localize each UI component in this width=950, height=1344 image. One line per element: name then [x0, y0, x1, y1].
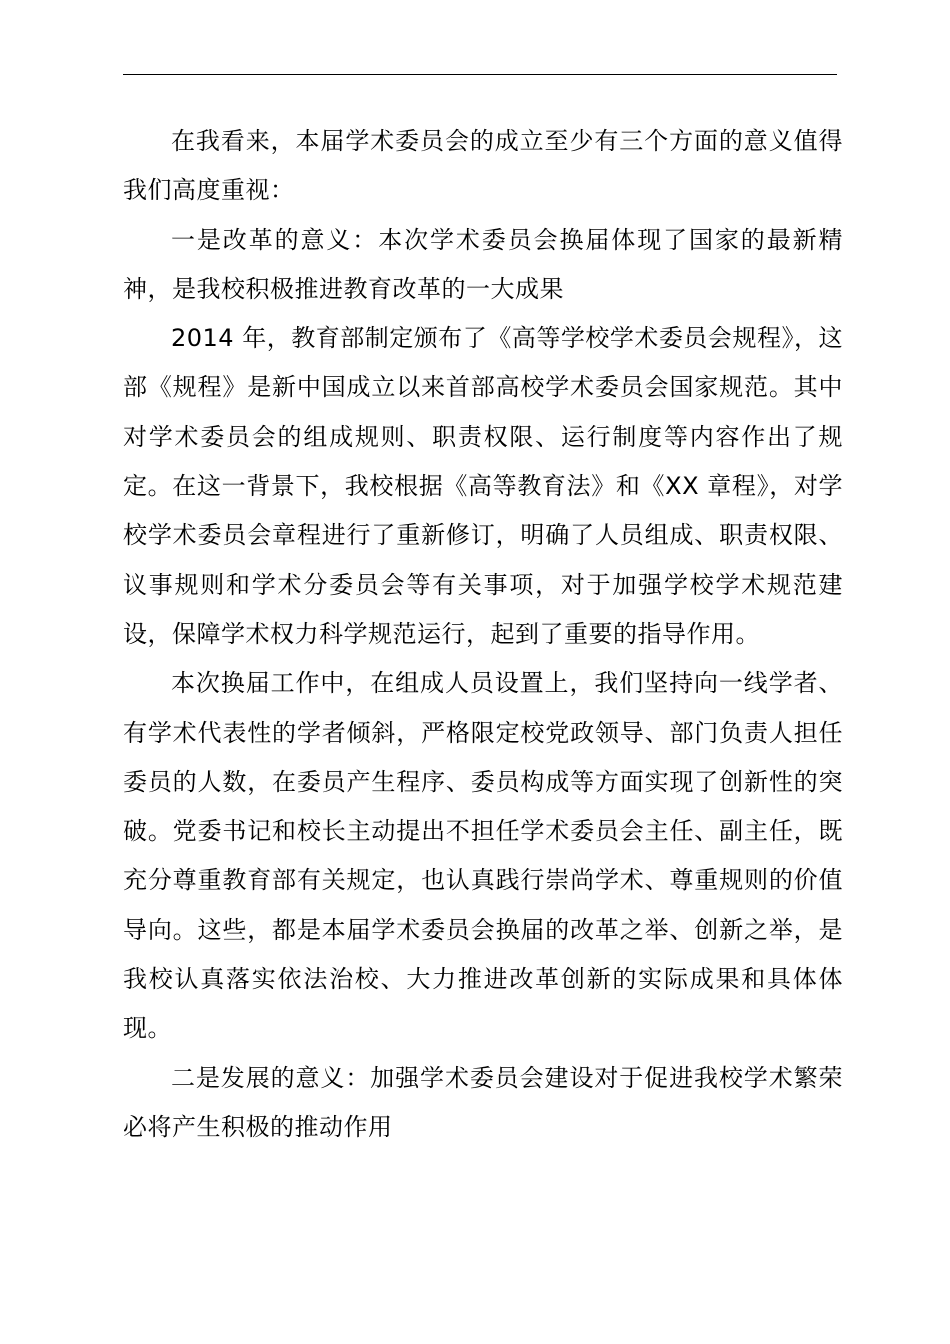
- paragraph-point-two-heading: 二是发展的意义：加强学术委员会建设对于促进我校学术繁荣必将产生积极的推动作用: [123, 1063, 843, 1141]
- paragraph-intro: 在我看来，本届学术委员会的成立至少有三个方面的意义值得我们高度重视：: [123, 127, 843, 205]
- paragraph-regulations: 2014 年，教育部制定颁布了《高等学校学术委员会规程》，这部《规程》是新中国成立以来首部高校学术委员会国家规范。其中对学术委员会的组成规则、职责权限、运行制度等内容作出了规定。在这一背景下，我校根据《高等教育法》和《XX 章程》，对学校学术委员会章程进行了重新修订，明确了人员组成、职责权限、议事规则和学术分委员会等有关事项，对于加强学校学术规范建设，保障学术权力科学规范运行，起到了重要的指导作用。: [123, 324, 843, 648]
- paragraph-reform-details: 本次换届工作中，在组成人员设置上，我们坚持向一线学者、有学术代表性的学者倾斜，严格限定校党政领导、部门负责人担任委员的人数，在委员产生程序、委员构成等方面实现了创新性的突破。党委书记和校长主动提出不担任学术委员会主任、副主任，既充分尊重教育部有关规定，也认真践行崇尚学术、尊重规则的价值导向。这些，都是本届学术委员会换届的改革之举、创新之举，是我校认真落实依法治校、大力推进改革创新的实际成果和具体体现。: [123, 669, 843, 1043]
- paragraph-point-one-heading: 一是改革的意义：本次学术委员会换届体现了国家的最新精神，是我校积极推进教育改革的一大成果: [123, 225, 843, 303]
- header-rule: [123, 74, 837, 75]
- document-body: [123, 117, 843, 1152]
